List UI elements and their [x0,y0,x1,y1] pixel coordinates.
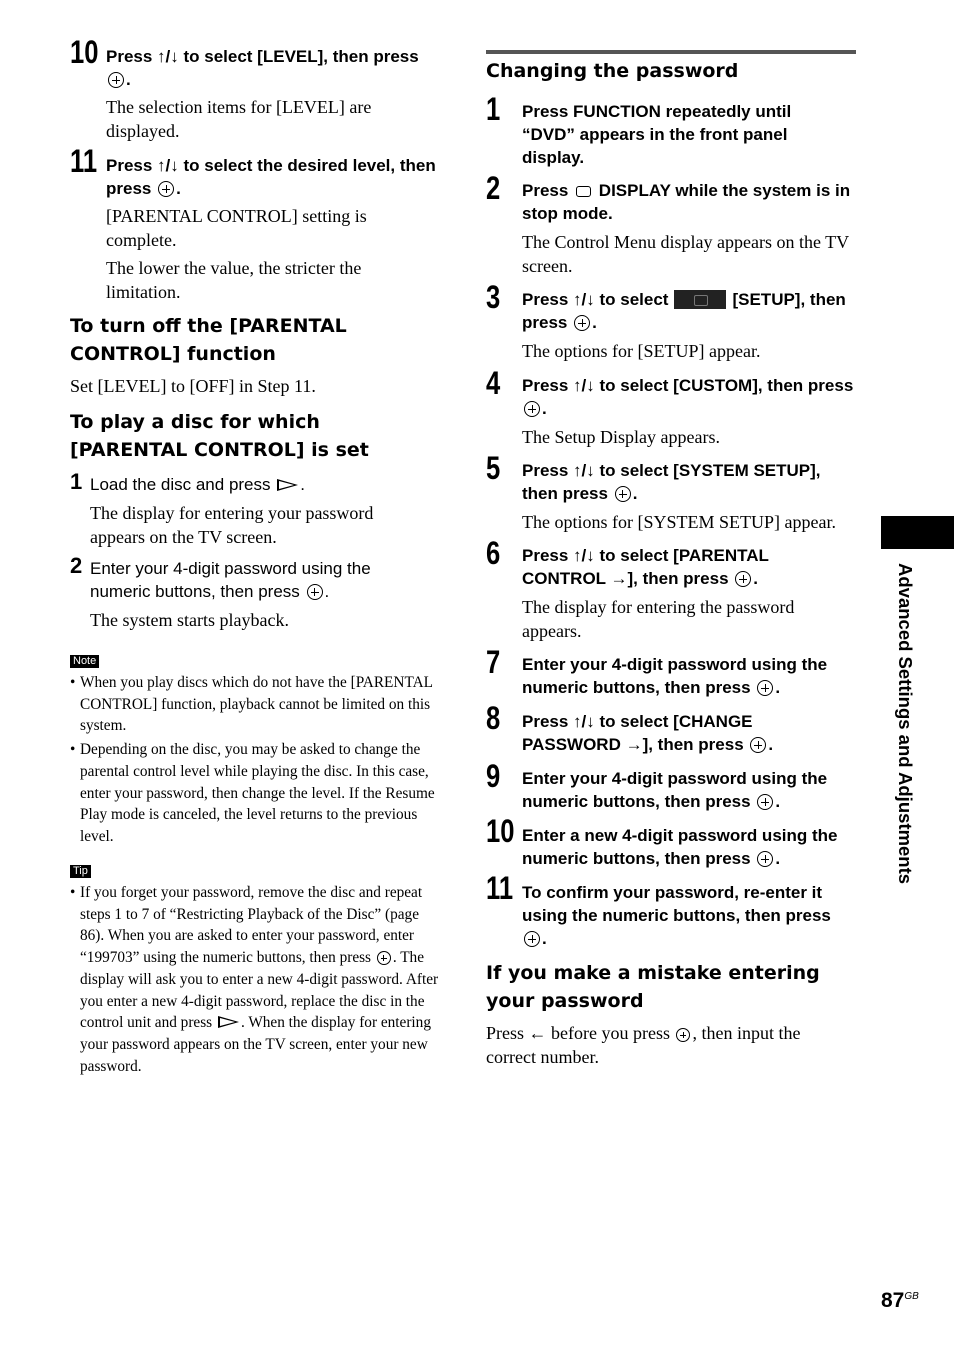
step-text: DISPLAY while the system is in stop mode. [522,181,851,223]
enter-button-icon [524,401,540,417]
step-result: The lower the value, the stricter the limitation. [106,258,362,302]
tip-box [70,861,442,1077]
note-badge: Note [70,655,99,668]
step-result: The system starts playback. [90,610,289,630]
tip-item [70,882,442,1077]
step-text: Enter your 4-digit password using the numeric buttons, then press [90,559,371,601]
section-rule [486,50,856,54]
step-instruction: Press ↑/↓ to select [CUSTOM], then press . [522,376,854,418]
step-text: To confirm your password, re-enter it using the numeric buttons, then press [522,883,831,925]
section-text-part: Press ← before you press [486,1023,670,1043]
step-number: 2 [486,170,501,206]
chapter-tab [881,516,954,549]
step-instruction: Press ↑/↓ to select [SYSTEM SETUP], then press . [522,461,821,503]
step-instruction: Enter your 4-digit password using the numeric buttons, then press . [90,559,371,601]
step-instruction: Load the disc and press . [90,475,305,494]
step-number: 11 [486,870,514,906]
step-4 [486,367,858,449]
step-number: 3 [486,279,501,315]
step-result: The Control Menu display appears on the TV screen. [522,232,849,276]
enter-button-icon [750,737,766,753]
note-item: • Depending on the disc, you may be asked to change the parental control level while playing the disc. In this case, enter your password, then change the level. If the Resume Play mode is canceled, the level returns to the previous level. [70,739,442,848]
section-heading: If you make a mistake entering your password [486,962,820,1012]
step-instruction [522,172,858,225]
step-instruction: Press ↑/↓ to select the desired level, then press . [106,156,436,198]
tip-text: . The display will ask you to enter a new 4-digit password. After you enter a new 4-digit password, replace the disc in the control unit and press [80,949,439,1032]
step-number: 2 [70,553,83,578]
turn-off-section [70,313,442,398]
step-3 [486,281,858,363]
play-icon [218,1016,239,1028]
step-instruction: Press ↑/↓ to select [CHANGE PASSWORD →], then press . [522,712,774,754]
step-11 [70,145,442,304]
step-instruction: Press FUNCTION repeatedly until “DVD” appears in the front panel display. [522,102,792,167]
enter-button-icon [676,1028,690,1042]
step-number: 9 [486,758,501,794]
chapter-label-text: Advanced Settings and Adjustments [895,563,916,885]
step-text: Press ↑/↓ to select [CHANGE PASSWORD →], then press [522,712,753,754]
enter-button-icon [735,571,751,587]
step-text: Press ↑/↓ to select [SYSTEM SETUP], then press [522,461,821,503]
step-11 [486,872,858,950]
play-step-1 [70,469,442,549]
section-heading: To turn off the [PARENTAL CONTROL] function [70,315,347,365]
step-text: [SETUP], then press [522,290,846,332]
page-number [881,1285,919,1313]
enter-button-icon [615,486,631,502]
step-10 [70,36,442,143]
step-instruction: Press ↑/↓ to select [PARENTAL CONTROL →], then press . [522,546,769,588]
play-icon [277,479,298,491]
chapter-label [893,563,917,923]
step-text: Press ↑/↓ to select the desired level, then press [106,156,436,198]
step-number: 1 [486,91,501,127]
step-instruction: Enter your 4-digit password using the numeric buttons, then press . [522,769,828,811]
step-result: [PARENTAL CONTROL] setting is complete. [106,206,367,250]
step-text: Enter your 4-digit password using the numeric buttons, then press [522,655,828,697]
page-number-suffix: GB [904,1291,919,1302]
step-number: 4 [486,365,501,401]
step-result: The selection items for [LEVEL] are displayed. [106,97,372,141]
step-text: Press ↑/↓ to select [522,290,669,309]
step-instruction: Enter your 4-digit password using the numeric buttons, then press . [522,655,828,697]
section-text-part: , then input the correct number. [486,1023,801,1067]
enter-button-icon [307,584,323,600]
play-step-2 [70,553,442,632]
step-10 [486,815,858,870]
step-instruction: Press ↑/↓ to select [SETUP], then press . [522,290,846,332]
section-text [486,1021,836,1069]
mistake-section [486,960,858,1069]
enter-button-icon [757,680,773,696]
step-result: The display for entering your password appears on the TV screen. [90,503,374,547]
step-2 [486,172,858,278]
step-text: Press ↑/↓ to select [LEVEL], then press [106,47,419,66]
section-heading: To play a disc for which [PARENTAL CONTROL] is set [70,411,369,461]
step-number: 8 [486,700,501,736]
step-number: 5 [486,450,501,486]
enter-button-icon [757,851,773,867]
step-text: Enter your 4-digit password using the numeric buttons, then press [522,769,828,811]
step-5 [486,452,858,534]
section-title: Changing the password [486,60,739,82]
enter-button-icon [377,951,391,965]
step-instruction: Enter a new 4-digit password using the numeric buttons, then press . [522,826,838,868]
setup-toolbox-icon [674,290,726,309]
display-button-icon [576,186,591,197]
step-9 [486,760,858,813]
step-text: Press ↑/↓ to select [CUSTOM], then press [522,376,854,395]
step-7 [486,646,858,699]
enter-button-icon [108,72,124,88]
note-box [70,651,442,848]
step-instruction: Press ↑/↓ to select [LEVEL], then press . [106,47,419,89]
step-result: The display for entering the password appears. [522,597,795,641]
note-item: • When you play discs which do not have the [PARENTAL CONTROL] function, playback cannot be limited on this system. [70,672,442,737]
step-result: The options for [SETUP] appear. [522,341,761,361]
step-number: 6 [486,535,501,571]
step-result: The options for [SYSTEM SETUP] appear. [522,512,836,532]
page-number-value: 87 [881,1289,905,1312]
step-number: 10 [486,813,515,849]
tip-badge: Tip [70,865,91,878]
step-text: Press ↑/↓ to select [PARENTAL CONTROL →], then press [522,546,769,588]
step-number: 7 [486,644,501,680]
enter-button-icon [757,794,773,810]
step-text: Load the disc and press [90,475,271,494]
enter-button-icon [158,181,174,197]
step-number: 10 [70,34,99,70]
step-instruction: To confirm your password, re-enter it using the numeric buttons, then press . [522,883,831,948]
step-1 [486,93,858,169]
step-text: Enter a new 4-digit password using the numeric buttons, then press [522,826,838,868]
play-disc-section [70,409,442,632]
step-6 [486,537,858,643]
enter-button-icon [524,931,540,947]
tip-text: . When the display for entering your password appears on the TV screen, enter your new password. [80,1014,431,1075]
step-result: The Setup Display appears. [522,427,720,447]
section-text: Set [LEVEL] to [OFF] in Step 11. [70,376,316,396]
tip-text: If you forget your password, remove the disc and repeat steps 1 to 7 of “Restricting Playback of the Disc” (page 86). When you are asked to enter your password, enter “199703” using the numeric buttons, then press [80,884,423,967]
step-number: 1 [70,469,83,494]
step-number: 11 [70,143,98,179]
step-text: Press [522,181,569,200]
step-8 [486,702,858,756]
enter-button-icon [574,315,590,331]
